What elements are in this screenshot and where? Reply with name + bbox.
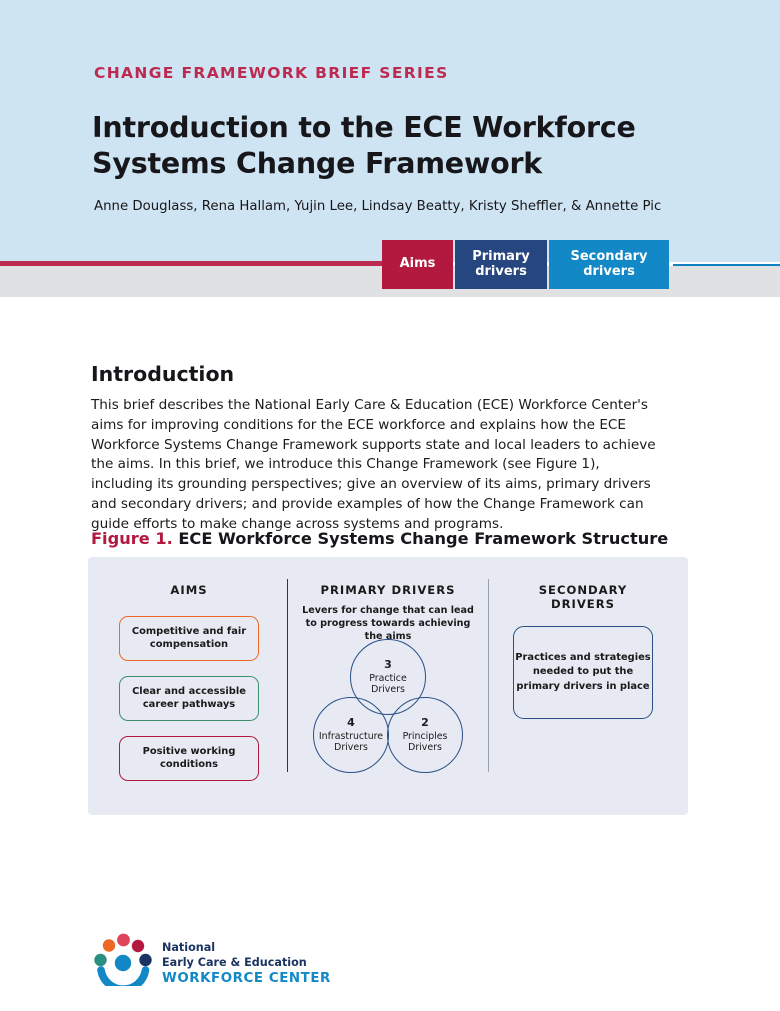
figure-panel bbox=[88, 557, 688, 815]
page-title: Introduction to the ECE Workforce Systems Change Framework bbox=[92, 111, 636, 181]
venn-circle-number: 2 bbox=[421, 715, 429, 729]
venn-diagram bbox=[298, 639, 478, 771]
section-tabs bbox=[382, 240, 669, 289]
series-eyebrow: CHANGE FRAMEWORK BRIEF SERIES bbox=[94, 64, 449, 82]
column-heading-secondary-drivers: SECONDARY DRIVERS bbox=[538, 583, 628, 611]
primary-drivers-subtitle: Levers for change that can lead to progress towards achieving the aims bbox=[302, 605, 474, 642]
tab-primary-drivers[interactable]: Primary drivers bbox=[455, 240, 547, 289]
section-heading-introduction: Introduction bbox=[91, 362, 235, 386]
introduction-paragraph: This brief describes the National Early Care & Education (ECE) Workforce Center's aims for improving conditions for the ECE workforce and explains how the ECE Workforce Systems Change Framework supports state and local leaders to achieve the aims. In this brief, we introduce this Change Framework (see Figure 1), including its grounding perspectives; give an overview of its aims, primary drivers and secondary drivers; and provide examples of how the Change Framework can guide efforts to make change across systems and programs. bbox=[91, 397, 656, 532]
column-heading-aims: AIMS bbox=[170, 583, 208, 597]
aim-box-career-pathways: Clear and accessible career pathways bbox=[119, 676, 259, 721]
venn-circle-label: Practice Drivers bbox=[369, 672, 407, 695]
venn-circle-number: 4 bbox=[347, 715, 355, 729]
column-divider-2 bbox=[488, 579, 489, 772]
logo-wordmark bbox=[162, 940, 331, 987]
author-list: Anne Douglass, Rena Hallam, Yujin Lee, Lindsay Beatty, Kristy Sheffler, & Annette Pic bbox=[94, 199, 662, 214]
logo-line-early-care: Early Care & Education bbox=[162, 956, 307, 969]
aim-box-compensation: Competitive and fair compensation bbox=[119, 616, 259, 661]
aim-box-working-conditions: Positive working conditions bbox=[119, 736, 259, 781]
tab-aims[interactable]: Aims bbox=[382, 240, 453, 289]
venn-circle-label: Infrastructure Drivers bbox=[318, 730, 384, 753]
figure-title: ECE Workforce Systems Change Framework Structure bbox=[178, 529, 669, 548]
tab-secondary-drivers[interactable]: Secondary drivers bbox=[549, 240, 669, 289]
venn-circle-label: Principles Drivers bbox=[402, 730, 448, 753]
figure-caption bbox=[91, 529, 668, 548]
logo-line-workforce-center: WORKFORCE CENTER bbox=[162, 971, 331, 986]
column-heading-primary-drivers: PRIMARY DRIVERS bbox=[320, 583, 456, 597]
document-header bbox=[0, 0, 780, 262]
venn-circle-number: 3 bbox=[384, 657, 392, 671]
secondary-drivers-box: Practices and strategies needed to put the primary drivers in place bbox=[513, 626, 653, 719]
organization-logo bbox=[94, 930, 394, 992]
venn-circle-principles-drivers bbox=[387, 697, 463, 773]
logo-line-national: National bbox=[162, 941, 216, 954]
figure-number: Figure 1. bbox=[91, 529, 173, 548]
venn-circle-infrastructure-drivers bbox=[313, 697, 389, 773]
column-divider-1 bbox=[287, 579, 288, 772]
workforce-center-logo-icon bbox=[94, 932, 152, 986]
